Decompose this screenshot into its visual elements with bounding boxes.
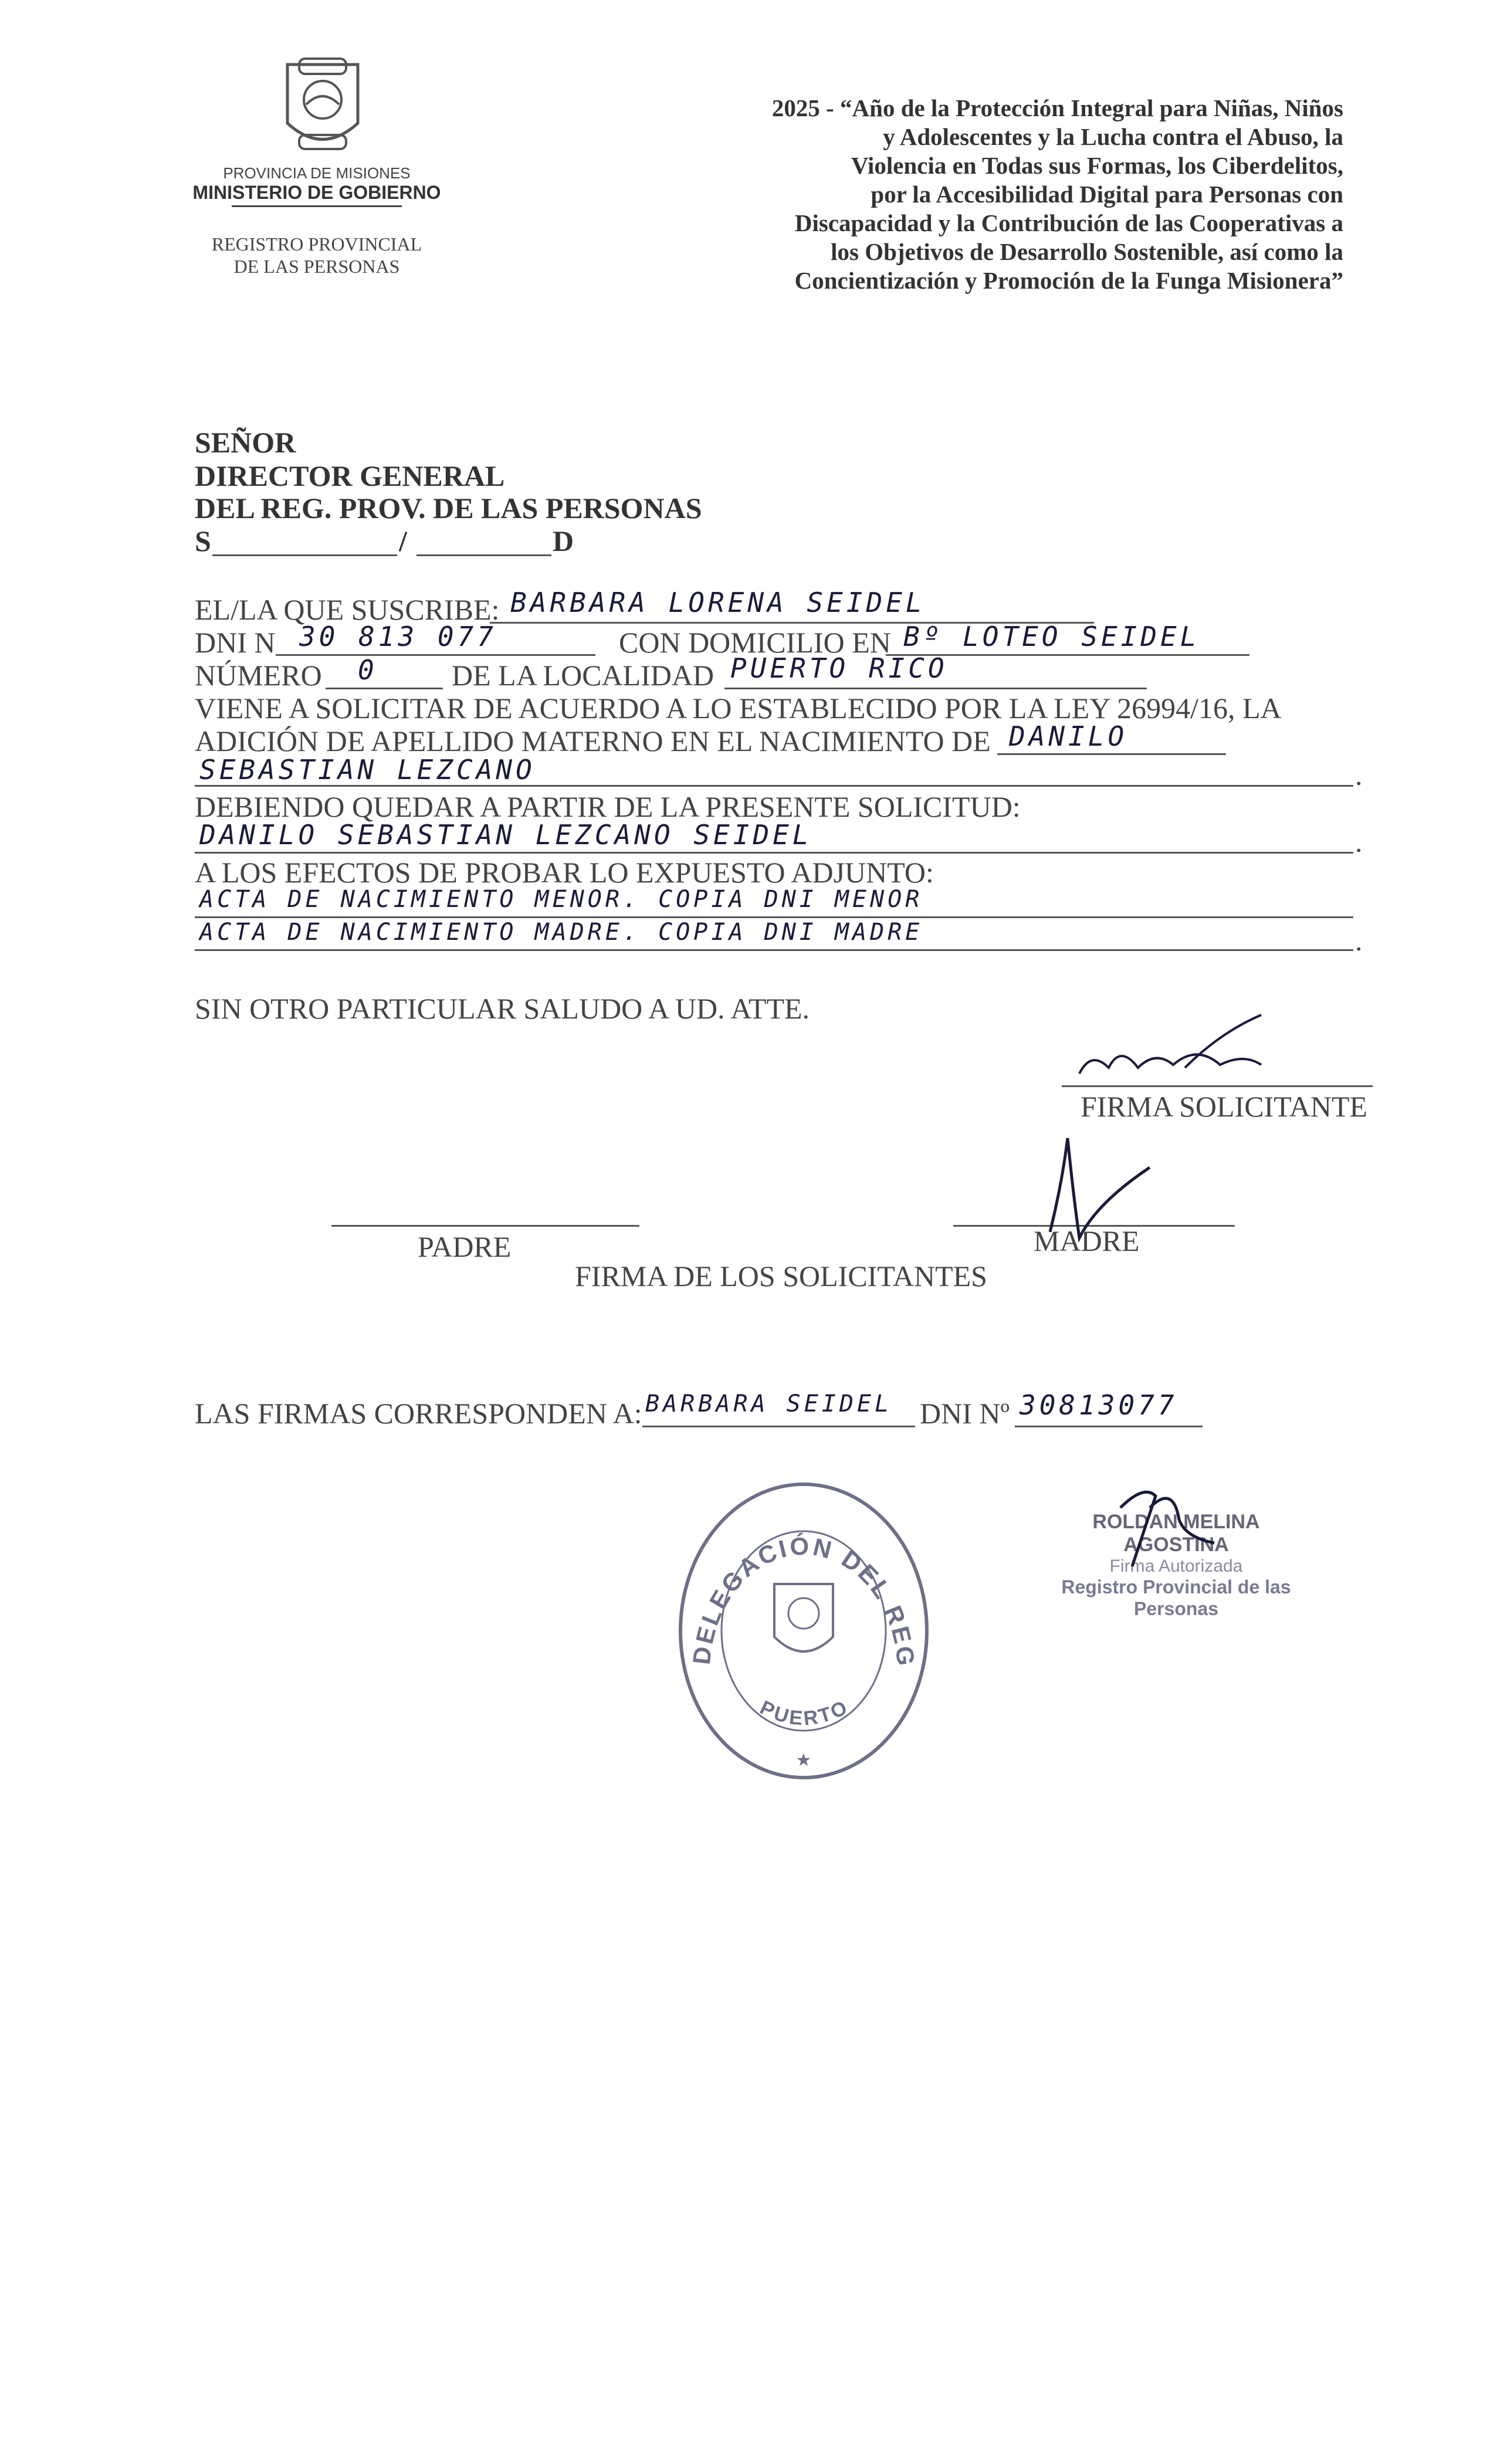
ministry-underline bbox=[232, 205, 402, 207]
s-blank-line bbox=[212, 554, 397, 556]
province-emblem bbox=[276, 53, 370, 158]
solicitar-line1: VIENE A SOLICITAR DE ACUERDO A LO ESTABLECIDO POR LA LEY 26994/16, LA bbox=[195, 692, 1282, 725]
nacimiento-line1 bbox=[997, 753, 1226, 755]
addressee-slash: / bbox=[399, 524, 407, 557]
corresponden-value[interactable]: BARBARA SEIDEL bbox=[645, 1390, 893, 1417]
dni-no-line bbox=[1015, 1426, 1203, 1427]
motto-line: Violencia en Todas sus Formas, los Ciberdelitos, bbox=[851, 152, 1343, 179]
registry-seal bbox=[675, 1478, 933, 1783]
dni-label: DNI N bbox=[195, 626, 276, 659]
year-motto bbox=[622, 94, 1343, 295]
quedar-value[interactable]: DANILO SEBASTIAN LEZCANO SEIDEL bbox=[199, 819, 812, 851]
official-name: ROLDAN MELINA AGOSTINA bbox=[1092, 1511, 1260, 1556]
dni-no-value[interactable]: 30813077 bbox=[1020, 1389, 1178, 1421]
probar-label: A LOS EFECTOS DE PROBAR LO EXPUESTO ADJUNTO: bbox=[195, 856, 934, 889]
numero-label: NÚMERO bbox=[195, 659, 322, 692]
svg-text:DELEGACIÓN DEL REGISTRO DE LAS bbox=[675, 1478, 920, 1669]
domicilio-label: CON DOMICILIO EN bbox=[619, 626, 891, 659]
d-blank-line bbox=[416, 554, 551, 556]
localidad-line bbox=[724, 688, 1147, 689]
suscribe-value[interactable]: BARBARA LORENA SEIDEL bbox=[510, 587, 926, 618]
org-province: PROVINCIA DE MISIONES bbox=[223, 164, 411, 182]
official-signature bbox=[1109, 1473, 1226, 1572]
org-ministry: MINISTERIO DE GOBIERNO bbox=[192, 182, 441, 203]
closing-text: SIN OTRO PARTICULAR SALUDO A UD. ATTE. bbox=[195, 992, 810, 1025]
nacimiento-value1[interactable]: DANILO bbox=[1009, 720, 1128, 752]
motto-line: Concientización y Promoción de la Funga Misionera” bbox=[794, 267, 1343, 294]
probar-value2[interactable]: ACTA DE NACIMIENTO MADRE. COPIA DNI MADRE bbox=[199, 919, 923, 946]
nacimiento-value2[interactable]: SEBASTIAN LEZCANO bbox=[199, 754, 536, 786]
dni-no-label: DNI Nº bbox=[920, 1397, 1010, 1430]
motto-line: Discapacidad y la Contribución de las Cooperativas a bbox=[794, 209, 1343, 236]
official-role: Firma Autorizada bbox=[1109, 1556, 1243, 1576]
dni-value[interactable]: 30 813 077 bbox=[299, 621, 497, 652]
org-registry-line2: DE LAS PERSONAS bbox=[233, 256, 400, 277]
padre-line bbox=[331, 1225, 639, 1227]
probar-value1[interactable]: ACTA DE NACIMIENTO MENOR. COPIA DNI MENOR bbox=[199, 886, 923, 913]
padre-label: PADRE bbox=[418, 1230, 512, 1263]
official-org: Registro Provincial de las Personas bbox=[1061, 1576, 1291, 1619]
addressee-senor: SEÑOR bbox=[195, 426, 296, 459]
svg-text:★: ★ bbox=[795, 1751, 812, 1770]
addressee-s-label: S bbox=[195, 524, 211, 557]
corresponden-label: LAS FIRMAS CORRESPONDEN A: bbox=[195, 1397, 642, 1430]
motto-line: 2025 - “Año de la Protección Integral para Niñas, Niños bbox=[771, 94, 1343, 121]
applicant-signature bbox=[1068, 1009, 1291, 1091]
numero-value[interactable]: 0 bbox=[358, 654, 378, 686]
localidad-label: DE LA LOCALIDAD bbox=[452, 659, 714, 692]
motto-line: por la Accesibilidad Digital para Personas con bbox=[871, 181, 1343, 208]
probar-dot: . bbox=[1355, 924, 1363, 957]
quedar-line bbox=[195, 852, 1353, 854]
firma-solicitante-label: FIRMA SOLICITANTE bbox=[1081, 1090, 1368, 1123]
seal-bottom-text: PUERTO bbox=[756, 1695, 853, 1730]
addressee-registry: DEL REG. PROV. DE LAS PERSONAS bbox=[195, 492, 702, 524]
addressee-director: DIRECTOR GENERAL bbox=[195, 459, 505, 492]
corresponden-line bbox=[642, 1426, 915, 1427]
motto-line: y Adolescentes y la Lucha contra el Abuso, la bbox=[883, 123, 1343, 150]
solicitar-line2: ADICIÓN DE APELLIDO MATERNO EN EL NACIMIENTO DE bbox=[195, 725, 991, 757]
firma-solicitante-line bbox=[1062, 1085, 1373, 1087]
suscribe-label: EL/LA QUE SUSCRIBE: bbox=[195, 593, 500, 626]
probar-line1 bbox=[195, 916, 1353, 918]
quedar-label: DEBIENDO QUEDAR A PARTIR DE LA PRESENTE SOLICITUD: bbox=[195, 790, 1021, 823]
seal-ring-text: DELEGACIÓN DEL REG bbox=[687, 1532, 920, 1669]
domicilio-value[interactable]: Bº LOTEO SEIDEL bbox=[903, 621, 1200, 652]
probar-line2 bbox=[195, 949, 1353, 951]
dni-line bbox=[276, 654, 595, 656]
quedar-dot: . bbox=[1355, 825, 1363, 858]
numero-line bbox=[326, 688, 443, 689]
nacimiento-dot: . bbox=[1355, 759, 1363, 791]
org-registry-line1: REGISTRO PROVINCIAL bbox=[211, 233, 422, 255]
localidad-value[interactable]: PUERTO RICO bbox=[730, 652, 948, 684]
addressee-d-label: D bbox=[553, 524, 574, 557]
madre-label: MADRE bbox=[1034, 1224, 1140, 1257]
motto-line: los Objetivos de Desarrollo Sostenible, así como la bbox=[831, 238, 1343, 265]
firma-solicitantes-label: FIRMA DE LOS SOLICITANTES bbox=[575, 1260, 987, 1292]
